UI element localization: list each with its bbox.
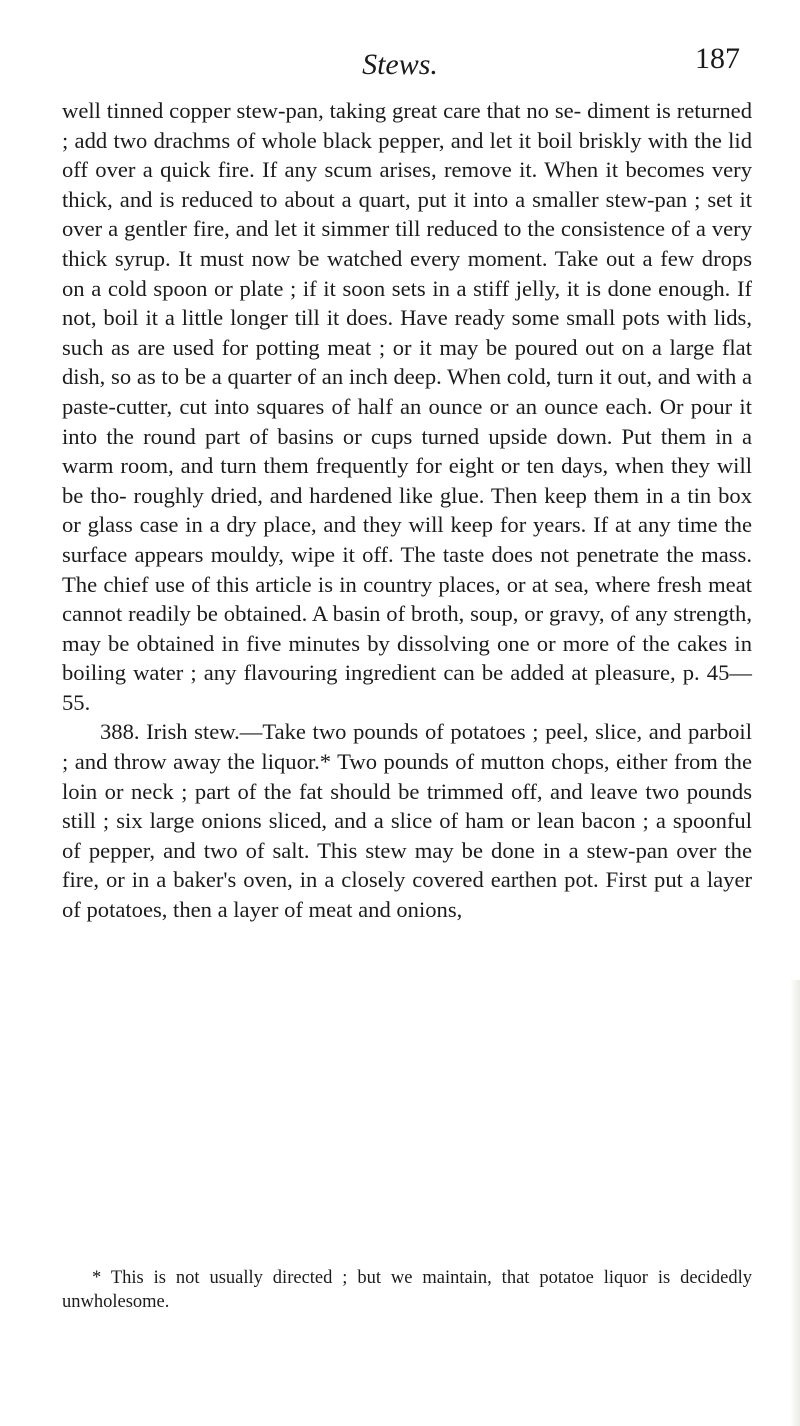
footnote [62,1266,752,1314]
paragraph-irish-stew: 388. Irish stew.—Take two pounds of potatoes ; peel, slice, and parboil ; and throw away the liquor.* Two pounds of mutton chops, either from the loin or neck ; part of the fat should be trimmed off, and leave two pounds still ; six large onions sliced, and a slice of ham or lean bacon ; a spoonful of pepper, and two of salt. This stew may be done in a stew-pan over the fire, or in a baker's oven, in a closely covered earthen pot. First put a layer of potatoes, then a layer of meat and onions, [62,719,752,923]
page-edge-shadow [790,980,800,1426]
page-header [40,42,760,92]
footnote-text: * This is not usually directed ; but we maintain, that potatoe liquor is decidedly unwholesome. [62,1268,752,1312]
body-text [62,96,752,925]
paragraph-continued: well tinned copper stew-pan, taking great care that no se- diment is returned ; add two drachms of whole black pepper, and let it boil briskly with the lid off over a quick fire. If any scum arises, remove it. When it becomes very thick, and is reduced to about a quart, put it into a smaller stew-pan ; set it over a gentler fire, and let it simmer till reduced to the consistence of a very thick syrup. It must now be watched every moment. Take out a few drops on a cold spoon or plate ; if it soon sets in a stiff jelly, it is done enough. If not, boil it a little longer till it does. Have ready some small pots with lids, such as are used for potting meat ; or it may be poured out on a large flat dish, so as to be a quarter of an inch deep. When cold, turn it out, and with a paste-cutter, cut into squares of half an ounce or an ounce each. Or pour it into the round part of basins or cups turned upside down. Put them in a warm room, and turn them frequently for eight or ten days, when they will be tho- roughly dried, and hardened like glue. Then keep them in a tin box or glass case in a dry place, and they will keep for years. If at any time the surface appears mouldy, wipe it off. The taste does not penetrate the mass. The chief use of this article is in country places, or at sea, where fresh meat cannot readily be obtained. A basin of broth, soup, or gravy, of any strength, may be obtained in five minutes by dissolving one or more of the cakes in boiling water ; any flavouring ingredient can be added at pleasure, p. 45—55. [62,98,752,715]
page-number: 187 [695,42,740,75]
running-title: Stews. [362,48,438,81]
